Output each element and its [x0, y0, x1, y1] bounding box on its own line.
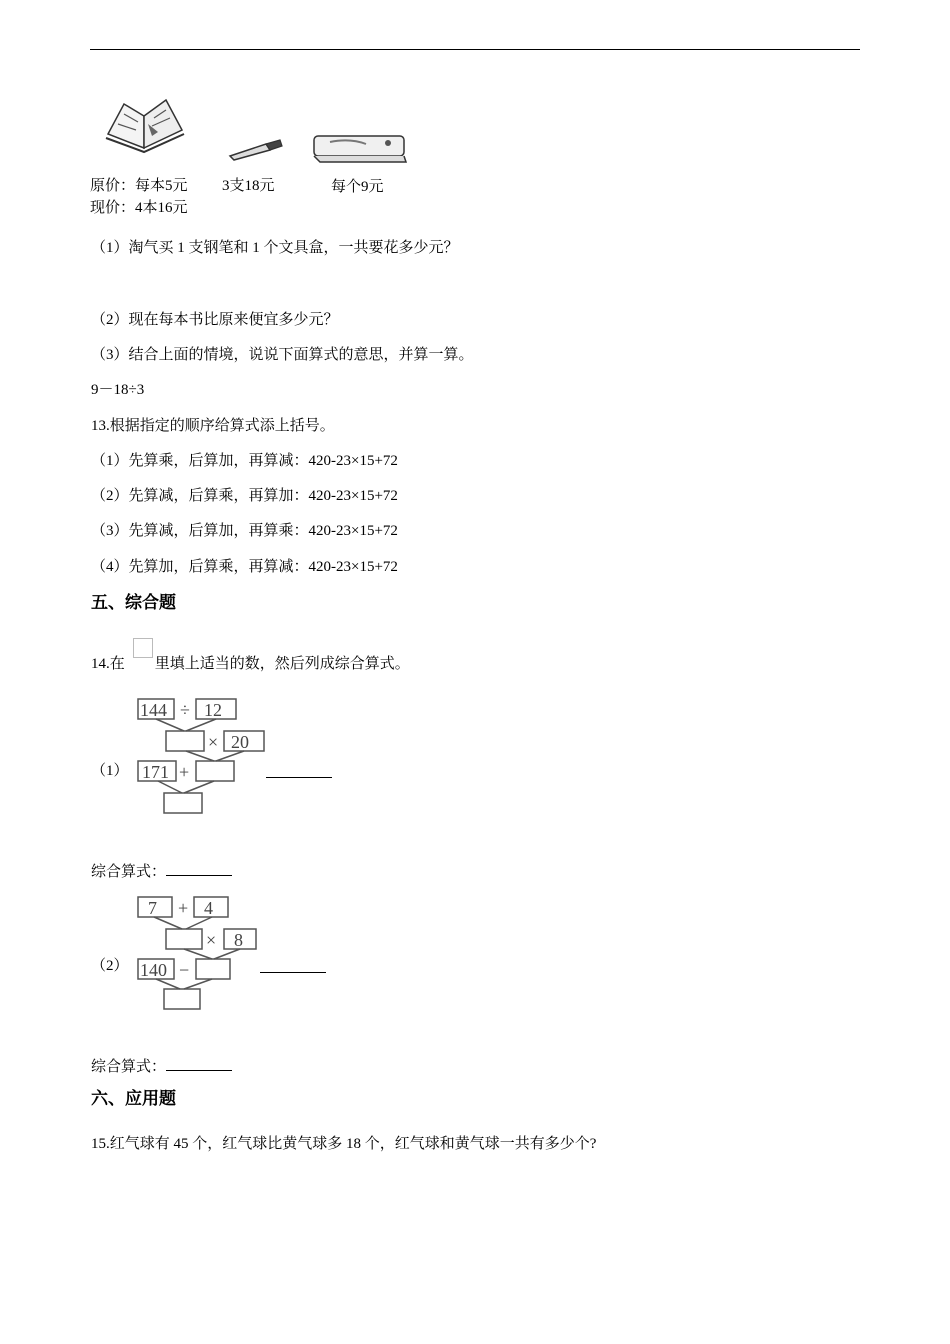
pencil-box-icon — [310, 130, 410, 166]
q13-item-3: （3）先算减，后算加，再算乘：420-23×15+72 — [91, 523, 398, 539]
book-icon — [104, 96, 186, 158]
tree1-num-a: 144 — [140, 700, 167, 720]
tree1-num-d: 171 — [142, 762, 169, 782]
q12-part1: （1）淘气买 1 支钢笔和 1 个文具盒，一共要花多少元？ — [91, 240, 459, 256]
answer-blank-2[interactable] — [166, 1054, 232, 1071]
q14-answer-2 — [91, 1054, 232, 1077]
box-price: 每个9元 — [331, 179, 384, 195]
q14-answer-1 — [91, 859, 232, 882]
tree1-op-2: × — [208, 732, 219, 752]
empty-box-icon — [133, 638, 153, 658]
q15-text: 15.红气球有 45 个，红气球比黄气球多 18 个，红气球和黄气球一共有多少个? — [91, 1136, 597, 1152]
tree1-num-c: 20 — [231, 732, 249, 752]
pen-icon — [226, 136, 286, 162]
q13-item-4: （4）先算加，后算乘，再算减：420-23×15+72 — [91, 559, 398, 575]
answer-blank-1[interactable] — [166, 859, 232, 876]
q13-item-1: （1）先算乘，后算加，再算减：420-23×15+72 — [91, 453, 398, 469]
section-six-heading: 六、应用题 — [91, 1089, 176, 1109]
calc-tree-2 — [134, 895, 264, 1011]
tree2-op-3: − — [179, 960, 190, 980]
q12-expression: 9－18÷3 — [91, 382, 145, 398]
tree2-op-2: × — [206, 930, 217, 950]
pen-price: 3支18元 — [222, 178, 275, 194]
tree1-num-b: 12 — [204, 700, 222, 720]
q14-instruction — [91, 650, 410, 674]
tree2-num-a: 7 — [148, 898, 157, 918]
q14-suffix: 里填上适当的数，然后列成综合算式。 — [154, 656, 410, 672]
q12-part3: （3）结合上面的情境，说说下面算式的意思，并算一算。 — [91, 347, 474, 363]
tree1-op-3: + — [179, 762, 190, 782]
q14-prefix: 14.在 — [91, 656, 125, 672]
tree2-num-c: 8 — [234, 930, 243, 950]
tree2-num-b: 4 — [204, 898, 213, 918]
calc-tree-1 — [134, 697, 274, 815]
answer-label-2: 综合算式： — [91, 1059, 167, 1075]
q14-part1-blank[interactable] — [266, 761, 332, 784]
q13-item-2: （2）先算减，后算乘，再算加：420-23×15+72 — [91, 488, 398, 504]
book-price-now: 现价：4本16元 — [90, 200, 188, 216]
q13-title: 13.根据指定的顺序给算式添上括号。 — [91, 418, 335, 434]
q14-part2-label: （2） — [91, 958, 129, 974]
q14-part2-blank[interactable] — [260, 956, 326, 979]
book-price-original: 原价：每本5元 — [90, 178, 188, 194]
q14-part1-label: （1） — [91, 763, 129, 779]
answer-label-1: 综合算式： — [91, 864, 167, 880]
tree2-op-1: + — [178, 898, 189, 918]
section-five-heading: 五、综合题 — [91, 593, 176, 613]
tree2-num-d: 140 — [140, 960, 167, 980]
header-rule — [90, 49, 860, 50]
tree1-op-1: ÷ — [180, 700, 190, 720]
q12-part2: （2）现在每本书比原来便宜多少元？ — [91, 312, 339, 328]
